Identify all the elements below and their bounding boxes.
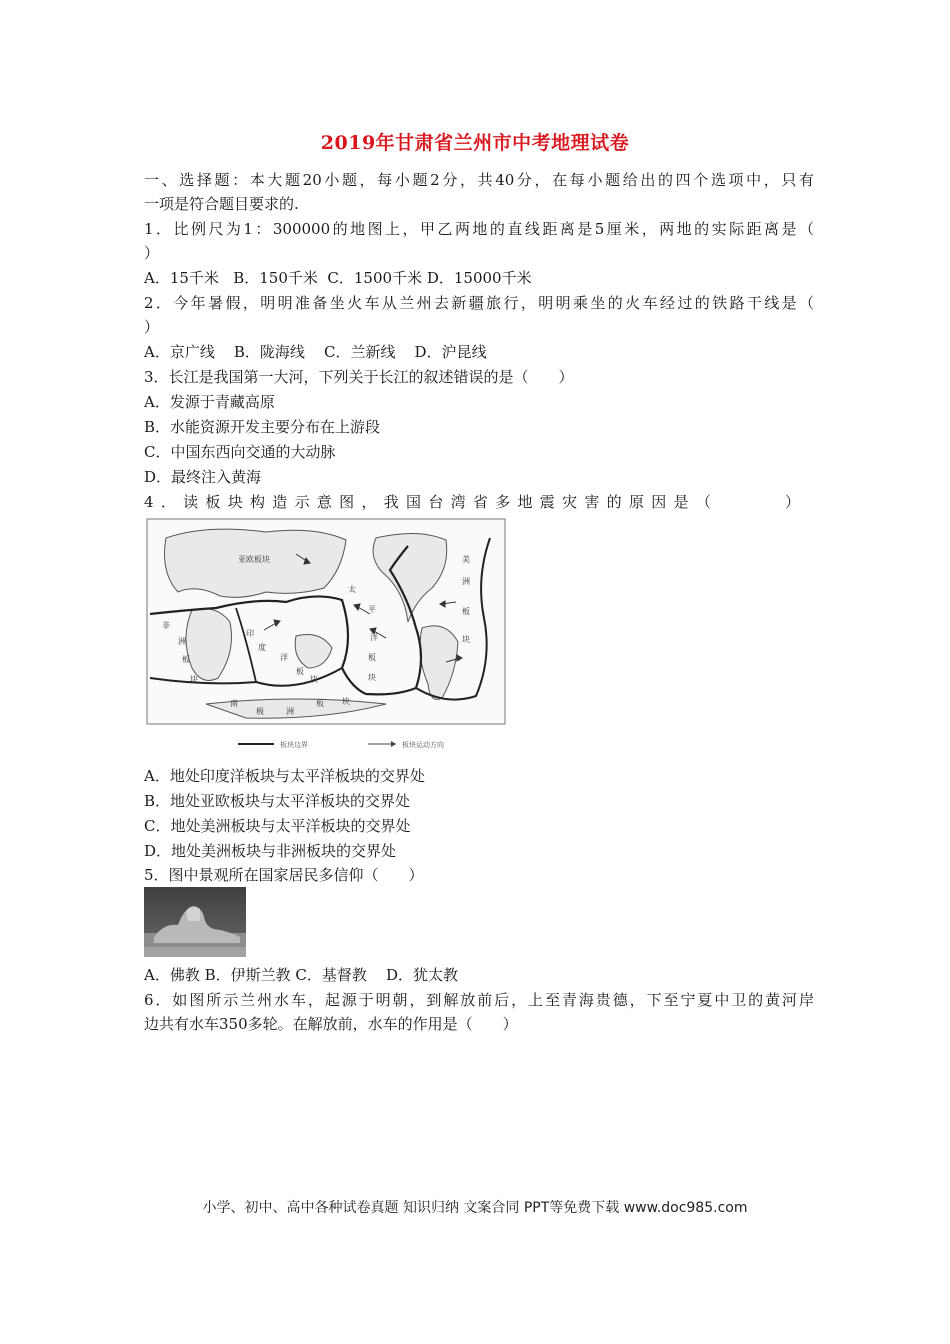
sphinx-photo	[144, 887, 246, 957]
label-america-1: 美	[462, 555, 470, 564]
label-antarctic-5: 块	[342, 697, 350, 706]
q2-options: A．京广线 B．陇海线 C．兰新线 D．沪昆线	[144, 343, 487, 361]
exam-title: 2019年甘肃省兰州市中考地理试卷	[320, 132, 630, 154]
q2-stem: 2．今年暑假，明明准备坐火车从兰州去新疆旅行，明明乘坐的火车经过的铁路干线是（	[144, 294, 814, 312]
label-pacific-5: 块	[368, 673, 376, 682]
q3-option-c: C．中国东西向交通的大动脉	[144, 443, 336, 461]
q3-option-d: D．最终注入黄海	[144, 468, 262, 486]
label-america-3: 板	[462, 607, 470, 616]
q4-option-a: A．地处印度洋板块与太平洋板块的交界处	[144, 767, 425, 785]
q4-option-c: C．地处美洲板块与太平洋板块的交界处	[144, 817, 411, 835]
legend-motion: 板块运动方向	[402, 741, 444, 749]
label-america-4: 块	[462, 635, 470, 644]
q1-stem: 1．比例尺为1：300000的地图上，甲乙两地的直线距离是5厘米，两地的实际距离是（	[144, 220, 814, 238]
label-pacific-1: 太	[348, 585, 356, 594]
q2-stem-cont: ）	[144, 318, 160, 336]
label-antarctic-4: 板	[316, 699, 324, 708]
page-footer: 小学、初中、高中各种试卷真题 知识归纳 文案合同 PPT等免费下载 www.doc985.com	[202, 1200, 748, 1216]
q4-option-d: D．地处美洲板块与非洲板块的交界处	[144, 842, 397, 860]
label-indian-3: 洋	[280, 653, 288, 662]
q4-option-b: B．地处亚欧板块与太平洋板块的交界处	[144, 792, 411, 810]
label-africa-2: 洲	[178, 637, 186, 646]
label-eurasia: 亚欧板块	[238, 555, 270, 564]
q5-options: A．佛教 B．伊斯兰教 C．基督教 D．犹太教	[144, 966, 458, 984]
label-indian-4: 板	[296, 667, 304, 676]
label-america-2: 洲	[462, 577, 470, 586]
label-antarctic-3: 洲	[286, 707, 294, 716]
label-indian-5: 块	[310, 675, 318, 684]
plate-tectonics-map	[146, 518, 506, 758]
section-intro-line-1: 一、选择题：本大题20小题，每小题2分，共40分，在每小题给出的四个选项中，只有	[144, 171, 814, 189]
q1-stem-cont: ）	[144, 244, 160, 262]
label-indian-2: 度	[258, 643, 266, 652]
q6-stem: 6．如图所示兰州水车，起源于明朝，到解放前后，上至青海贵德，下至宁夏中卫的黄河岸	[144, 991, 814, 1009]
q5-stem: 5．图中景观所在国家居民多信仰（ ）	[144, 866, 424, 884]
q6-stem-cont: 边共有水车350多轮。在解放前，水车的作用是（ ）	[144, 1015, 518, 1033]
label-africa-1: 非	[162, 621, 170, 630]
q3-option-a: A．发源于青藏高原	[144, 393, 275, 411]
section-intro-line-2: 一项是符合题目要求的.	[144, 195, 299, 213]
label-pacific-2: 平	[368, 605, 376, 614]
label-africa-4: 块	[190, 675, 198, 684]
label-indian-1: 印	[246, 629, 254, 638]
label-antarctic-1: 南	[230, 699, 238, 708]
q1-options: A．15千米 B．150千米 C．1500千米 D．15000千米	[144, 269, 532, 287]
label-pacific-3: 洋	[370, 633, 378, 642]
legend-boundary: 板块边界	[280, 741, 308, 749]
label-antarctic-2: 极	[256, 707, 264, 716]
label-pacific-4: 板	[368, 653, 376, 662]
q3-option-b: B．水能资源开发主要分布在上游段	[144, 418, 381, 436]
label-africa-3: 板	[182, 655, 190, 664]
q4-stem: 4．读板块构造示意图，我国台湾省多地震灾害的原因是（ ）	[144, 493, 800, 511]
q3-stem: 3．长江是我国第一大河，下列关于长江的叙述错误的是（ ）	[144, 368, 574, 386]
